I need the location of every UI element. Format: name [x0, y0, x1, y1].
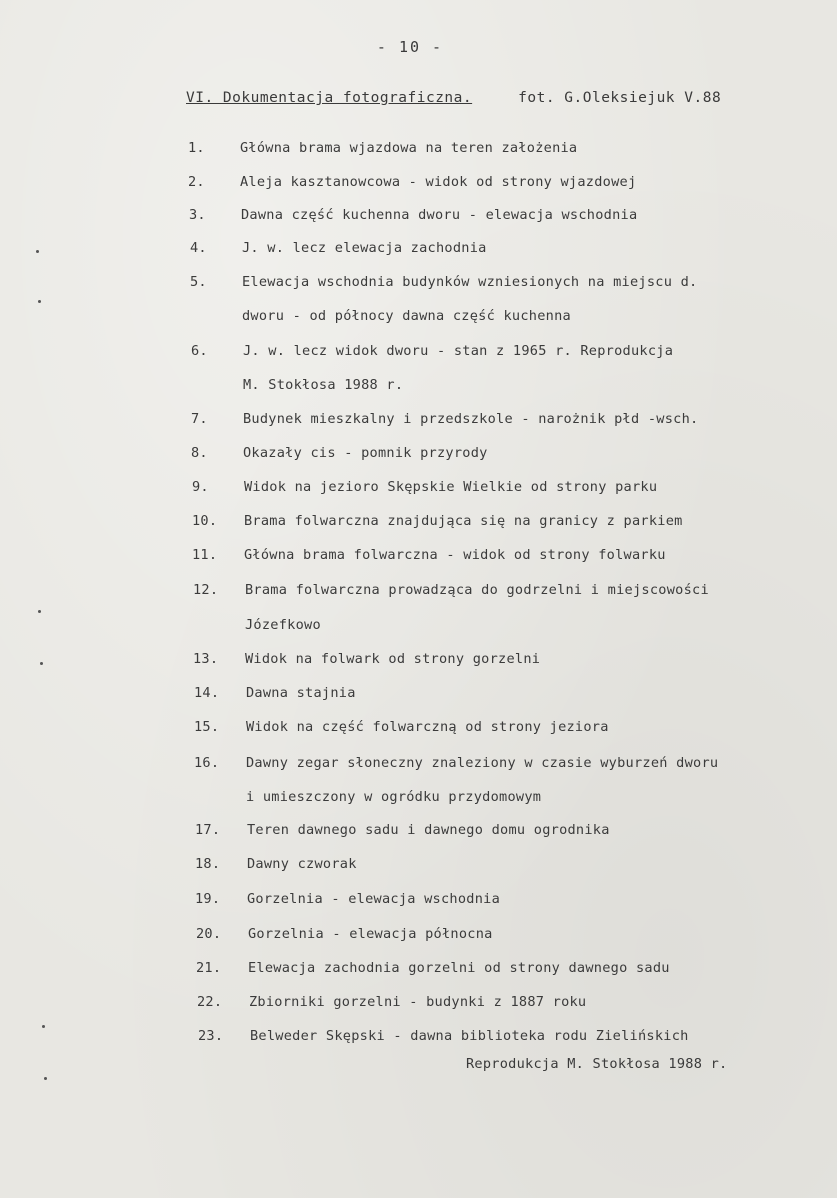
item-text: Aleja kasztanowcowa - widok od strony wjazdowej	[240, 174, 637, 190]
item-text: M. Stokłosa 1988 r.	[243, 377, 404, 393]
item-text: Józefkowo	[245, 617, 321, 633]
item-number: 3.	[189, 207, 206, 223]
margin-speck	[42, 1025, 45, 1028]
item-text: Gorzelnia - elewacja wschodnia	[247, 891, 501, 907]
item-number: 15.	[194, 719, 220, 735]
item-number: 11.	[192, 547, 218, 563]
item-text: Dawny zegar słoneczny znaleziony w czasie wyburzeń dworu	[246, 755, 719, 771]
item-text: Widok na folwark od strony gorzelni	[245, 651, 541, 667]
item-text: Brama folwarczna prowadząca do godrzelni i miejscowości	[245, 582, 709, 598]
item-number: 4.	[190, 240, 207, 256]
item-text: J. w. lecz elewacja zachodnia	[242, 240, 487, 256]
item-number: 18.	[195, 856, 221, 872]
item-text: dworu - od północy dawna część kuchenna	[242, 308, 571, 324]
item-number: 23.	[198, 1028, 224, 1044]
item-number: 6.	[191, 343, 208, 359]
item-number: 10.	[192, 513, 218, 529]
item-text: Belweder Skępski - dawna biblioteka rodu Zielińskich	[250, 1028, 689, 1044]
margin-speck	[38, 300, 41, 303]
item-text: Zbiorniki gorzelni - budynki z 1887 roku	[249, 994, 587, 1010]
photo-credit: fot. G.Oleksiejuk V.88	[518, 90, 722, 106]
item-text: Brama folwarczna znajdująca się na granicy z parkiem	[244, 513, 683, 529]
closing-line: Reprodukcja M. Stokłosa 1988 r.	[466, 1056, 728, 1072]
item-text: Główna brama folwarczna - widok od strony folwarku	[244, 547, 666, 563]
section-title: VI. Dokumentacja fotograficzna.	[186, 90, 473, 106]
item-number: 22.	[197, 994, 223, 1010]
item-text: Widok na jezioro Skępskie Wielkie od strony parku	[244, 479, 658, 495]
item-number: 12.	[193, 582, 219, 598]
item-number: 20.	[196, 926, 222, 942]
item-text: i umieszczony w ogródku przydomowym	[246, 789, 542, 805]
item-number: 5.	[190, 274, 207, 290]
item-number: 17.	[195, 822, 221, 838]
item-text: Główna brama wjazdowa na teren założenia	[240, 140, 578, 156]
item-number: 8.	[191, 445, 208, 461]
item-text: Dawna stajnia	[246, 685, 356, 701]
item-text: Dawny czworak	[247, 856, 357, 872]
item-text: Elewacja wschodnia budynków wzniesionych na miejscu d.	[242, 274, 698, 290]
item-number: 7.	[191, 411, 208, 427]
item-text: Teren dawnego sadu i dawnego domu ogrodnika	[247, 822, 610, 838]
item-number: 1.	[188, 140, 205, 156]
page-number: - 10 -	[376, 38, 444, 56]
item-number: 13.	[193, 651, 219, 667]
item-number: 9.	[192, 479, 209, 495]
margin-speck	[36, 250, 39, 253]
item-text: Gorzelnia - elewacja północna	[248, 926, 493, 942]
item-text: J. w. lecz widok dworu - stan z 1965 r. Reprodukcja	[243, 343, 674, 359]
item-number: 19.	[195, 891, 221, 907]
margin-speck	[38, 610, 41, 613]
item-text: Okazały cis - pomnik przyrody	[243, 445, 488, 461]
item-text: Elewacja zachodnia gorzelni od strony dawnego sadu	[248, 960, 670, 976]
item-number: 16.	[194, 755, 220, 771]
item-text: Dawna część kuchenna dworu - elewacja wschodnia	[241, 207, 638, 223]
item-text: Budynek mieszkalny i przedszkole - narożnik płd -wsch.	[243, 411, 699, 427]
item-number: 2.	[188, 174, 205, 190]
item-number: 14.	[194, 685, 220, 701]
margin-speck	[40, 662, 43, 665]
item-text: Widok na część folwarczną od strony jeziora	[246, 719, 609, 735]
margin-speck	[44, 1077, 47, 1080]
item-number: 21.	[196, 960, 222, 976]
